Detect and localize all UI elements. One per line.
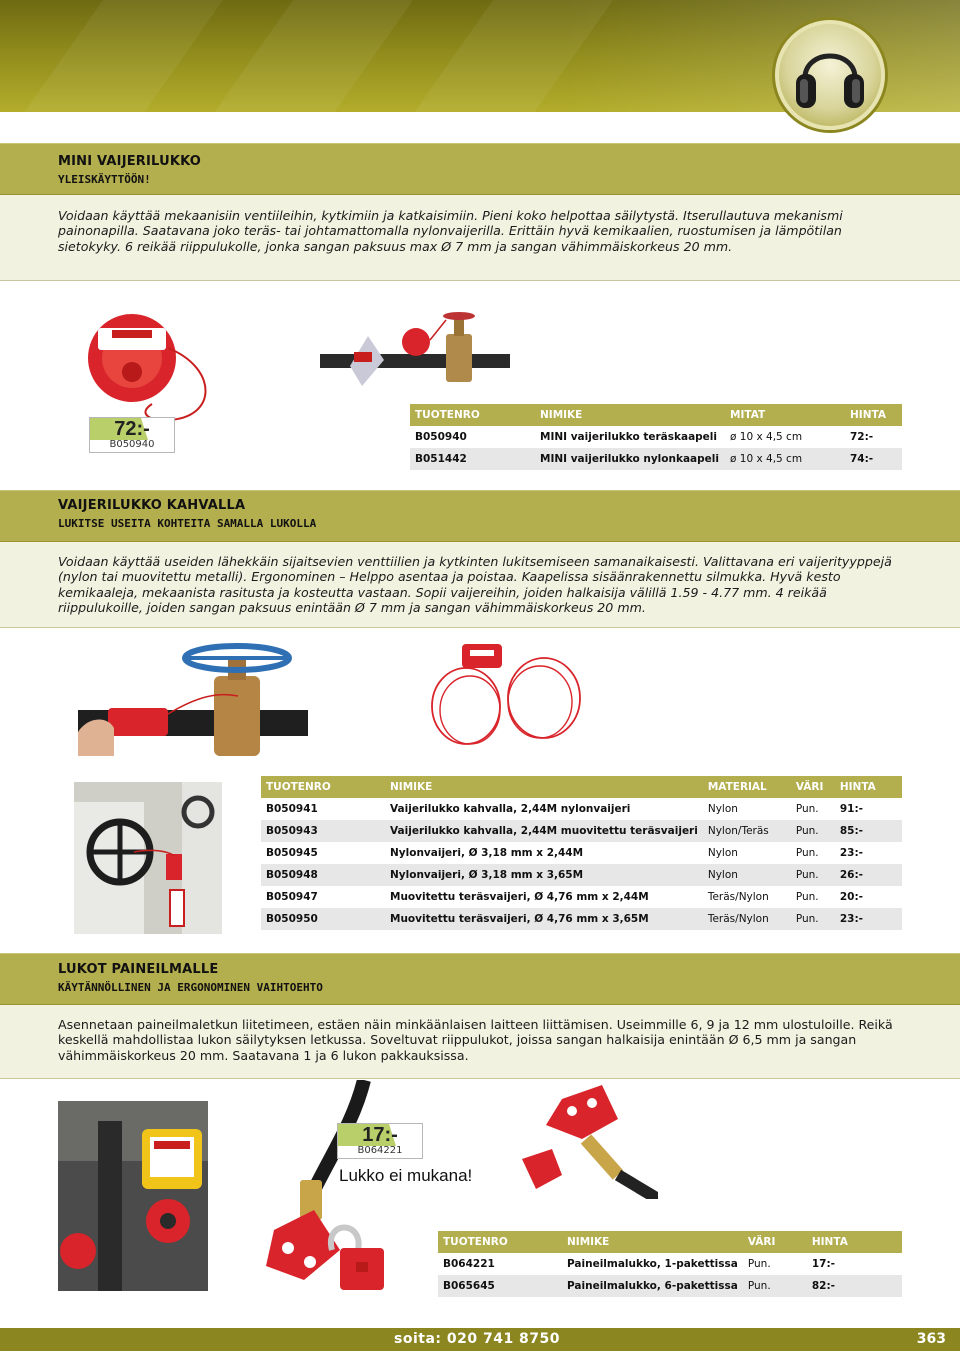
cell-material: Nylon/Teräs bbox=[703, 820, 791, 842]
table-row bbox=[410, 426, 902, 448]
table-row bbox=[261, 886, 902, 908]
cell-color: Pun. bbox=[743, 1275, 807, 1297]
table-header-row bbox=[438, 1231, 902, 1253]
cell-color: Pun. bbox=[791, 864, 835, 886]
hose-lock-padlock-photo bbox=[244, 1080, 414, 1312]
cell-material: Nylon bbox=[707, 847, 738, 859]
cell-price: 23:- bbox=[835, 908, 902, 930]
col-header: NIMIKE bbox=[562, 1231, 743, 1253]
col-header: MATERIAL bbox=[703, 776, 791, 798]
price-code: B064221 bbox=[357, 1145, 403, 1156]
section1-description bbox=[0, 195, 960, 281]
col-header: NIMIKE bbox=[385, 776, 703, 798]
cell-name: Vaijerilukko kahvalla, 2,44M muovitettu teräsvaijeri bbox=[385, 820, 703, 842]
cell-name: Vaijerilukko kahvalla, 2,44M nylonvaijeri bbox=[390, 803, 631, 815]
section2-desc-line: Voidaan käyttää useiden lähekkäin sijaitsevien venttiilien ja kytkinten lukitsemiseen samanaikaisesti. Valittavana eri vaijerityyppejä bbox=[58, 554, 892, 569]
valve-application-photo bbox=[320, 310, 510, 390]
col-header: HINTA bbox=[845, 404, 902, 426]
section2-desc-line: (nylon tai muovitettu metalli). Ergonominen – Helppo asentaa ja poistaa. Kaapelissa sisäänrakennettu silmukka. Hyvä kesto bbox=[58, 569, 841, 584]
section3-subtitle: KÄYTÄNNÖLLINEN JA ERGONOMINEN VAIHTOEHTO bbox=[58, 981, 323, 994]
cell-name: Nylonvaijeri, Ø 3,18 mm x 3,65M bbox=[385, 864, 703, 886]
lock-not-included-note: Lukko ei mukana! bbox=[339, 1166, 473, 1185]
price-value: 72:- bbox=[114, 418, 150, 440]
col-header: VÄRI bbox=[791, 776, 835, 798]
table-row bbox=[261, 798, 902, 820]
cell-code: B064221 bbox=[443, 1258, 495, 1270]
section3-desc-line: keskellä mahdollistaa lukon säilytyksen letkussa. Soveltuvat riippulukot, joissa sangan halkaisija enintään Ø 6,5 mm ja sangan bbox=[58, 1032, 857, 1047]
price-tag bbox=[89, 417, 175, 453]
cell-name: Muovitettu teräsvaijeri, Ø 4,76 mm x 2,44M bbox=[390, 891, 649, 903]
table-header-row bbox=[261, 776, 902, 798]
cell-code: B050947 bbox=[266, 891, 318, 903]
cell-name: Paineilmalukko, 1-pakettissa bbox=[567, 1258, 738, 1270]
section2-title: VAIJERILUKKO KAHVALLA bbox=[58, 498, 246, 513]
cell-code: B050941 bbox=[266, 803, 318, 815]
section1-subtitle: YLEISKÄYTTÖÖN! bbox=[58, 173, 151, 186]
cell-price: 85:- bbox=[835, 820, 902, 842]
mini-cable-lock-photo bbox=[68, 308, 224, 428]
page-number: 363 bbox=[916, 1331, 946, 1347]
cell-color: Pun. bbox=[747, 1258, 771, 1270]
cell-material: Teräs/Nylon bbox=[703, 908, 791, 930]
section2-desc-line: riippulukoille, joiden sangan paksuus enintään Ø 7 mm ja sangan vähimmäiskorkeus 20 mm. bbox=[58, 600, 646, 615]
section1-desc-line: sietokyky. 6 reikää riippulukolle, jonka sangan paksuus max Ø 7 mm ja sangan vähimmäiskorkeus 20 mm. bbox=[58, 239, 733, 254]
cell-code: B050948 bbox=[261, 864, 385, 886]
table-row bbox=[438, 1275, 902, 1297]
table-header-row bbox=[410, 404, 902, 426]
section3-desc-line: Asennetaan paineilmaletkun liitetimeen, estäen näin minkäänlaisen laitteen liittämisen. Useimmille 6, 9 ja 12 mm ulostuloille. Reikä bbox=[58, 1017, 893, 1032]
section2-description bbox=[0, 542, 960, 628]
cell-price: 20:- bbox=[839, 891, 864, 903]
table-row bbox=[261, 908, 902, 930]
section1-title: MINI VAIJERILUKKO bbox=[58, 154, 202, 169]
cell-name: MINI vaijerilukko nylonkaapeli bbox=[535, 448, 725, 470]
cell-price: 72:- bbox=[850, 431, 874, 443]
cell-dimensions: ø 10 x 4,5 cm bbox=[725, 448, 845, 470]
cell-price: 82:- bbox=[807, 1275, 902, 1297]
cell-color: Pun. bbox=[795, 847, 819, 859]
section2-product-table bbox=[261, 776, 902, 930]
cell-name: MINI vaijerilukko teräskaapeli bbox=[540, 431, 718, 443]
cell-color: Pun. bbox=[795, 891, 819, 903]
section3-title: LUKOT PAINEILMALLE bbox=[58, 962, 219, 977]
col-header: TUOTENRO bbox=[410, 404, 535, 426]
footer-phone: soita: 020 741 8750 bbox=[394, 1331, 561, 1347]
cell-code: B051442 bbox=[410, 448, 535, 470]
cell-code: B065645 bbox=[438, 1275, 562, 1297]
col-header: HINTA bbox=[807, 1231, 902, 1253]
cell-code: B050950 bbox=[261, 908, 385, 930]
col-header: TUOTENRO bbox=[261, 776, 385, 798]
air-lock-installed-photo bbox=[58, 1101, 208, 1291]
section2-desc-line: kemikaaleja, mekaanista rasitusta ja kosteutta vastaan. Sopii vaijereihin, joiden halkaisija välillä 1.59 - 4.77 mm. 4 reikää bbox=[58, 585, 827, 600]
cell-dimensions: ø 10 x 4,5 cm bbox=[730, 431, 803, 443]
cell-color: Pun. bbox=[791, 820, 835, 842]
col-header: VÄRI bbox=[743, 1231, 807, 1253]
handle-lock-valve-photo bbox=[78, 636, 308, 776]
cell-price: 17:- bbox=[811, 1258, 836, 1270]
cell-color: Pun. bbox=[795, 803, 819, 815]
cell-code: B050943 bbox=[261, 820, 385, 842]
cell-price: 91:- bbox=[839, 803, 864, 815]
section3-product-table bbox=[438, 1231, 902, 1297]
price-value: 17:- bbox=[362, 1124, 398, 1146]
section1-desc-line: painonapilla. Saatavana joko teräs- tai johtamattomalla nylonvaijerilla. Erittäin hyvä kemikaalien, ruostumisen ja lämpötilan bbox=[58, 223, 842, 238]
cell-price: 23:- bbox=[839, 847, 864, 859]
section1-header bbox=[0, 143, 960, 195]
price-code: B050940 bbox=[109, 439, 155, 450]
cell-name: Paineilmalukko, 6-pakettissa bbox=[562, 1275, 743, 1297]
section3-header bbox=[0, 953, 960, 1005]
col-header: NIMIKE bbox=[535, 404, 725, 426]
air-lock-closeup-photo bbox=[522, 1079, 658, 1199]
cell-material: Teräs/Nylon bbox=[707, 891, 769, 903]
section3-description bbox=[0, 1005, 960, 1079]
cell-price: 74:- bbox=[845, 448, 902, 470]
table-row bbox=[261, 864, 902, 886]
cell-name: Muovitettu teräsvaijeri, Ø 4,76 mm x 3,65M bbox=[385, 908, 703, 930]
col-header: HINTA bbox=[835, 776, 902, 798]
cell-material: Nylon bbox=[707, 803, 738, 815]
cell-code: B050945 bbox=[266, 847, 318, 859]
col-header: MITAT bbox=[725, 404, 845, 426]
cell-code: B050940 bbox=[415, 431, 467, 443]
cell-name: Nylonvaijeri, Ø 3,18 mm x 2,44M bbox=[390, 847, 584, 859]
footer-bar bbox=[0, 1328, 960, 1351]
cell-material: Nylon bbox=[703, 864, 791, 886]
cell-color: Pun. bbox=[791, 908, 835, 930]
table-row bbox=[410, 448, 902, 470]
cell-price: 26:- bbox=[835, 864, 902, 886]
table-row bbox=[261, 820, 902, 842]
handwheel-lockout-photo bbox=[74, 782, 222, 934]
section2-header bbox=[0, 490, 960, 542]
section1-product-table bbox=[410, 404, 902, 470]
table-row bbox=[261, 842, 902, 864]
section2-subtitle: LUKITSE USEITA KOHTEITA SAMALLA LUKOLLA bbox=[58, 517, 317, 530]
price-tag bbox=[337, 1123, 423, 1159]
cable-coils-photo bbox=[426, 636, 586, 754]
section1-desc-line: Voidaan käyttää mekaanisiin ventiileihin, kytkimiin ja katkaisimiin. Pieni koko helpottaa säilytystä. Itserullautuva mekanismi bbox=[58, 208, 843, 223]
section3-desc-line: vähimmäiskorkeus 20 mm. Saatavana 1 ja 6 lukon pakkauksissa. bbox=[58, 1048, 469, 1063]
ear-muffs-icon bbox=[779, 24, 881, 126]
col-header: TUOTENRO bbox=[438, 1231, 562, 1253]
table-row bbox=[438, 1253, 902, 1275]
header-badge bbox=[775, 20, 885, 130]
